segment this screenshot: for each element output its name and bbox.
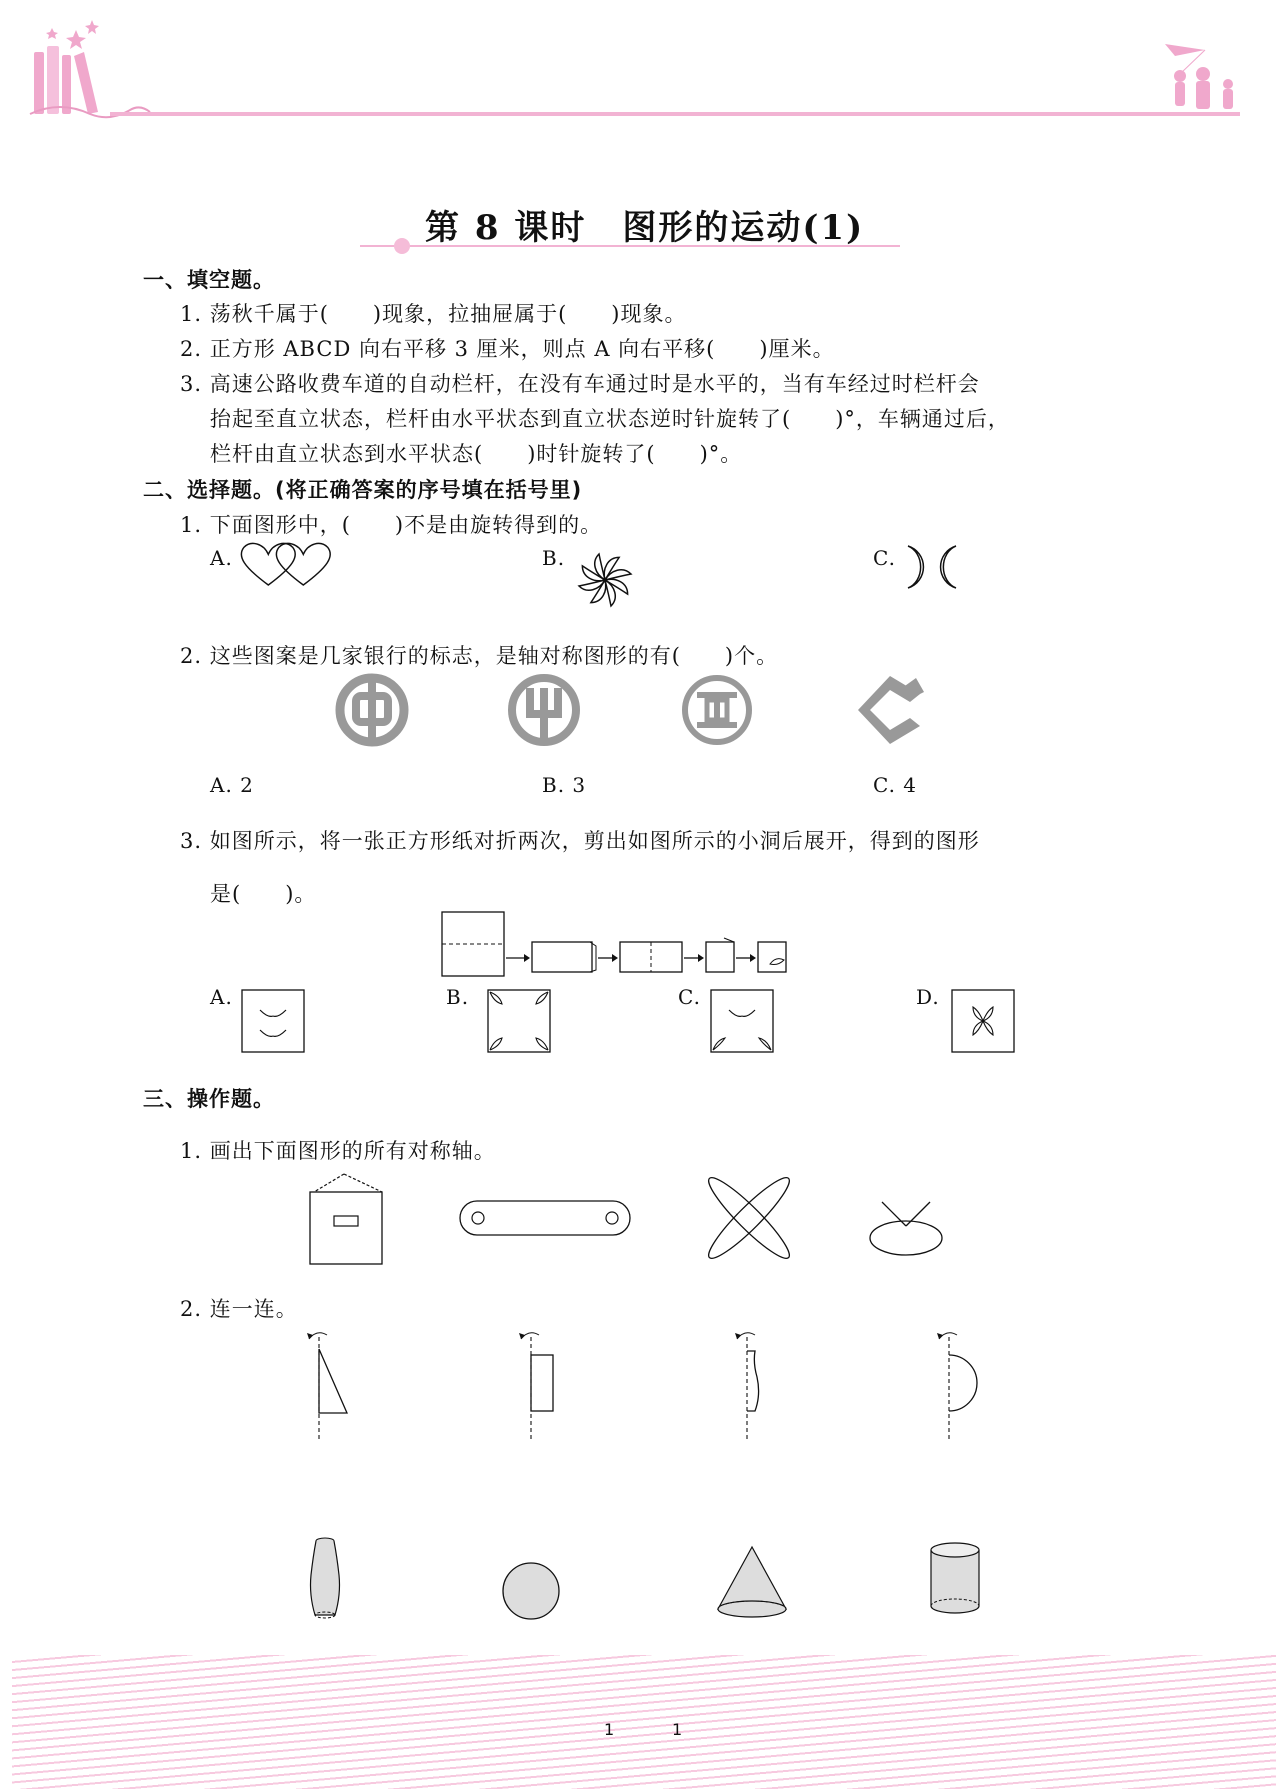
s2-q2-option-c: C. 4: [873, 773, 918, 797]
s2-q3-option-c: C.: [678, 985, 701, 1009]
section1-heading: 一、填空题。: [143, 268, 275, 292]
option-b-figure: [486, 988, 552, 1054]
s2-q1-option-c: C.: [873, 546, 896, 570]
bank-logo-2-icon: [504, 670, 584, 750]
oval-bar-figure: [458, 1195, 638, 1245]
four-petal-figure: [706, 1175, 796, 1265]
option-a-figure: [240, 988, 306, 1054]
s3-q1: 1. 画出下面图形的所有对称轴。: [180, 1139, 496, 1163]
pinwheel-figure: [570, 545, 640, 615]
s2-q3-option-a: A.: [210, 985, 233, 1009]
bank-logo-4-icon: [850, 670, 930, 750]
hearts-figure: [240, 540, 340, 600]
s2-q1: 1. 下面图形中，( )不是由旋转得到的。: [180, 513, 603, 537]
option-d-figure: [950, 988, 1016, 1054]
s1-q3-line2: 抬起至直立状态，栏杆由水平状态到直立状态逆时针旋转了( )°，车辆通过后，: [210, 407, 1010, 431]
s2-q1-option-b: B.: [542, 546, 566, 570]
s2-q3-option-d: D.: [916, 985, 940, 1009]
cone-solid-figure: [714, 1545, 794, 1625]
header-decoration: [0, 0, 1287, 140]
house-figure: [306, 1170, 386, 1270]
s2-q2-option-a: A. 2: [210, 773, 254, 797]
s2-q2: 2. 这些图案是几家银行的标志，是轴对称图形的有( )个。: [180, 644, 779, 668]
cylinder-solid-figure: [928, 1540, 988, 1620]
s1-q3-line3: 栏杆由直立状态到水平状态( )时针旋转了( )°。: [210, 442, 743, 466]
page-number-left: 1: [604, 1720, 616, 1739]
page-number-right: 1: [672, 1720, 684, 1739]
s2-q3-line1: 3. 如图所示，将一张正方形纸对折两次，剪出如图所示的小洞后展开，得到的图形: [180, 829, 980, 853]
moons-figure: [902, 544, 972, 594]
s3-q2: 2. 连一连。: [180, 1297, 298, 1321]
bank-logo-1-icon: [332, 670, 412, 750]
s2-q3-option-b: B.: [446, 985, 470, 1009]
section2-heading: 二、选择题。(将正确答案的序号填在括号里): [143, 478, 583, 502]
section3-heading: 三、操作题。: [143, 1087, 275, 1111]
bank-logo-3-icon: [677, 670, 757, 750]
sphere-solid-figure: [500, 1560, 564, 1624]
s1-q3-line1: 3. 高速公路收费车道的自动栏杆，在没有车通过时是水平的，当有车经过时栏杆会: [180, 372, 980, 396]
s2-q2-option-b: B. 3: [542, 773, 587, 797]
rotate-rectangle-figure: [517, 1325, 577, 1445]
footer-band: [12, 1655, 1276, 1789]
rotate-triangle-figure: [305, 1325, 365, 1445]
rotate-vase-profile-figure: [733, 1325, 793, 1445]
option-c-figure: [709, 988, 775, 1054]
s1-q2: 2. 正方形 ABCD 向右平移 3 厘米，则点 A 向右平移( )厘米。: [180, 337, 835, 361]
page-title: 第 8 课时 图形的运动(1): [425, 208, 865, 248]
s2-q3-line2: 是( )。: [210, 882, 317, 906]
s2-q1-option-a: A.: [210, 546, 233, 570]
title-underline: [0, 238, 1287, 258]
s1-q1: 1. 荡秋千属于( )现象，拉抽屉属于( )现象。: [180, 302, 687, 326]
rotate-semicircle-figure: [935, 1325, 1005, 1445]
folding-sequence-figure: [440, 908, 840, 998]
vase-solid-figure: [305, 1535, 355, 1625]
cone-drop-figure: [866, 1180, 956, 1270]
